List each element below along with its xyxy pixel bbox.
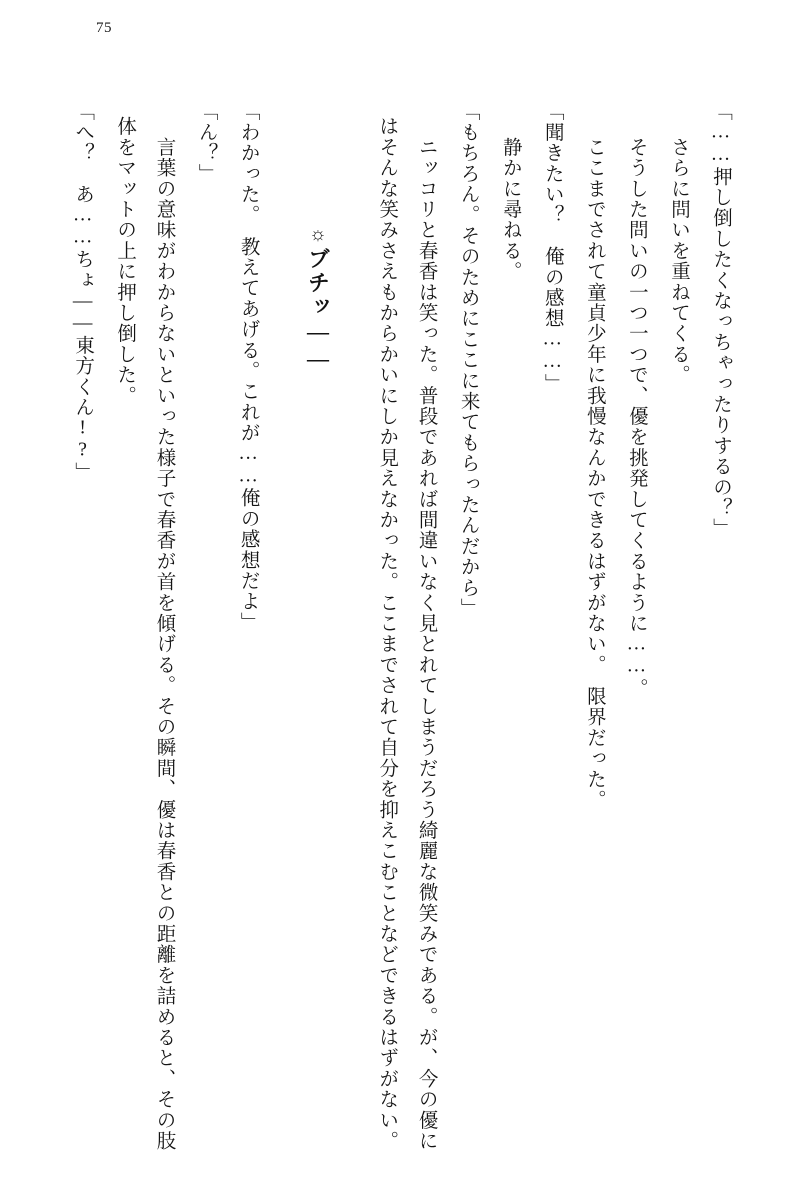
sound-effect-column	[295, 96, 339, 1156]
column-gap	[342, 101, 364, 1156]
burst-icon: ☼	[307, 224, 329, 247]
text-column: 「……押し倒したくなっちゃったりするの？」	[710, 101, 731, 539]
sound-effect-text: ブチッ――	[305, 247, 331, 373]
vertical-text-body	[60, 96, 740, 1156]
text-column: 「もちろん。そのためにここに来てもらったんだから」	[457, 101, 479, 619]
text-column: そうした問いの一つ一つで、優を挑発してくるように……。	[625, 116, 647, 699]
text-column: 言葉の意味がわからないといった様子で春香が首を傾げる。その瞬間、優は春香との距離を詰めると、その肢体をマットの上に押し倒した。	[114, 116, 175, 1151]
text-column: ニッコリと春香は笑った。普段であれば間違いなく見とれてしまうだろう綺麗な微笑みである。が、今の優にはそんな笑みさえもからかいにしか見えなかった。ここまでされて自分を抑えこむことなどできるはずがない。	[376, 116, 437, 1151]
text-column: さらに問いを重ねてくる。	[667, 116, 689, 386]
text-column: 静かに尋ねる。	[499, 116, 521, 282]
text-column: 「へ？ あ……ちょ――東方くん!?」	[72, 101, 94, 483]
text-column: 「わかった。 教えてあげる。これが……俺の感想だよ」	[237, 101, 259, 633]
column-gap	[270, 101, 292, 1156]
text-column: 「ん？」	[195, 101, 217, 184]
page-number: 75	[96, 20, 112, 36]
text-column: ここまでされて童貞少年に我慢なんかできるはずがない。 限界だった。	[583, 116, 605, 811]
text-column: 「聞きたい？ 俺の感想……」	[541, 101, 563, 394]
